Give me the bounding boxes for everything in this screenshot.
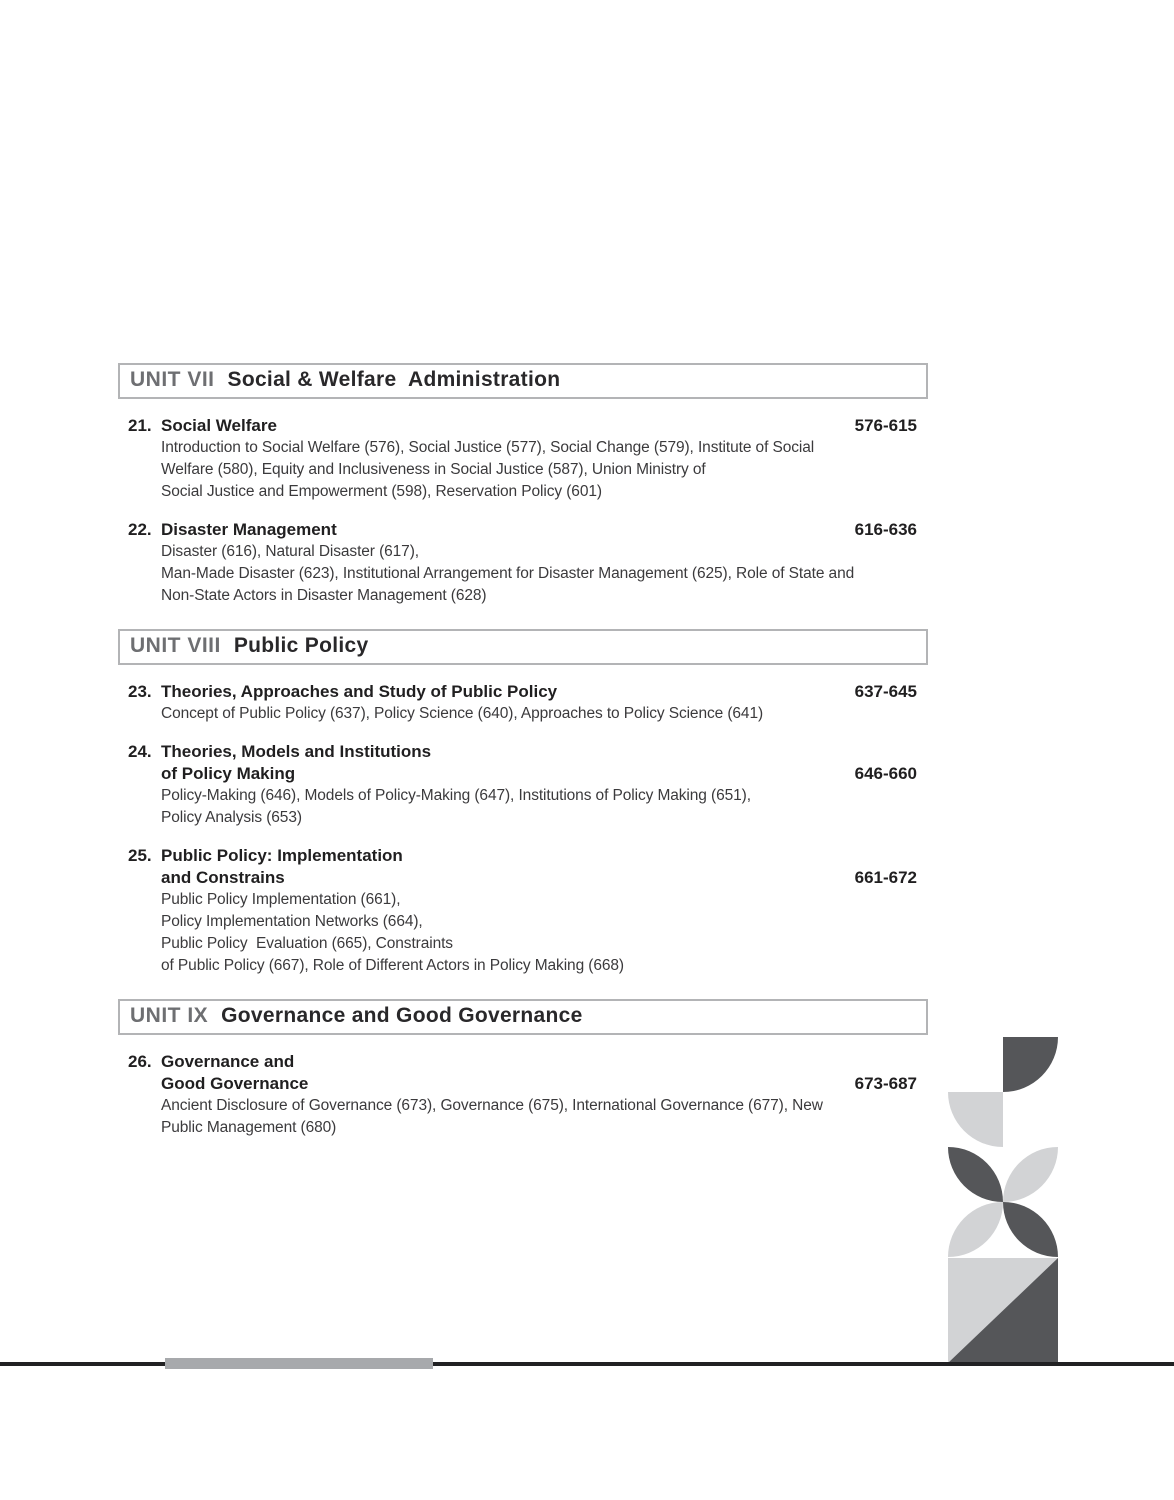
chapter-entry <box>128 845 928 977</box>
chapter-number: 21. <box>128 416 152 435</box>
chapter-body <box>161 681 917 725</box>
unit-header-box <box>118 629 928 665</box>
chapter-title-row <box>161 741 917 763</box>
unit-section <box>118 363 928 607</box>
unit-section <box>118 999 928 1139</box>
chapter-title: Theories, Models and Institutions <box>161 742 432 761</box>
chapter-title: Theories, Approaches and Study of Public Policy <box>161 682 558 701</box>
chapter-page-range: 646-660 <box>854 764 917 783</box>
chapter-title: Public Policy: Implementation <box>161 846 403 865</box>
chapter-description-line: Welfare (580), Equity and Inclusiveness in Social Justice (587), Union Ministry of <box>161 461 706 478</box>
chapter-description-line: Introduction to Social Welfare (576), Social Justice (577), Social Change (579), Institute of Social <box>161 439 815 456</box>
chapter-number: 24. <box>128 742 152 761</box>
chapter-description-line: Concept of Public Policy (637), Policy Science (640), Approaches to Policy Science (641) <box>161 705 764 722</box>
chapter-title-row <box>161 1051 917 1073</box>
chapter-title: Governance and <box>161 1052 295 1071</box>
chapter-description-line: of Public Policy (667), Role of Different Actors in Policy Making (668) <box>161 957 624 974</box>
chapter-title: Good Governance <box>161 1074 309 1093</box>
chapter-number: 25. <box>128 846 152 865</box>
chapter-description-line: Man-Made Disaster (623), Institutional Arrangement for Disaster Management (625), Role of State and <box>161 565 855 582</box>
chapter-title-row <box>161 1073 917 1095</box>
chapter-page-range: 616-636 <box>854 520 917 539</box>
chapter-entry <box>128 519 928 607</box>
chapter-entry <box>128 741 928 829</box>
unit-label: UNIT VIII <box>130 634 221 657</box>
chapter-page-range: 637-645 <box>854 682 917 701</box>
chapter-body <box>161 741 917 829</box>
chapter-description-line: Social Justice and Empowerment (598), Reservation Policy (601) <box>161 483 602 500</box>
chapter-entry <box>128 681 928 725</box>
unit-title: Public Policy <box>233 634 369 657</box>
chapter-page-range: 673-687 <box>854 1074 917 1093</box>
chapter-title-row <box>161 763 917 785</box>
chapter-title-row <box>161 681 917 703</box>
chapter-description-line: Non-State Actors in Disaster Management (628) <box>161 587 487 604</box>
chapter-entry <box>128 415 928 503</box>
chapter-description-line: Ancient Disclosure of Governance (673), Governance (675), International Governance (677), New <box>161 1097 823 1114</box>
chapter-description-line: Policy-Making (646), Models of Policy-Making (647), Institutions of Policy Making (651), <box>161 787 751 804</box>
chapter-page-range: 576-615 <box>854 416 917 435</box>
logo-leaf-right-dark-icon <box>1003 1202 1058 1257</box>
chapter-title: Disaster Management <box>161 520 337 539</box>
chapter-entry <box>128 1051 928 1139</box>
chapter-body <box>161 415 917 503</box>
chapter-description-line: Disaster (616), Natural Disaster (617), <box>161 543 419 560</box>
logo-leaf-right-light-icon <box>1003 1147 1058 1202</box>
chapter-description-line: Public Management (680) <box>161 1119 337 1136</box>
chapter-description-line: Public Policy Evaluation (665), Constraints <box>161 935 453 952</box>
chapter-description-line: Policy Implementation Networks (664), <box>161 913 423 930</box>
logo-leaf-left-light-icon <box>948 1202 1003 1257</box>
unit-header-box <box>118 999 928 1035</box>
logo-quarter-top-icon <box>1003 1037 1058 1092</box>
unit-header-box <box>118 363 928 399</box>
chapter-title-row <box>161 867 917 889</box>
logo-leaf-left-dark-icon <box>948 1147 1003 1202</box>
chapter-number: 22. <box>128 520 152 539</box>
unit-title: Governance and Good Governance <box>221 1004 583 1027</box>
chapter-number: 26. <box>128 1052 152 1071</box>
footer-gray-bar <box>165 1358 433 1369</box>
logo-quarter-second-icon <box>948 1092 1003 1147</box>
chapter-title-row <box>161 519 917 541</box>
chapter-title-row <box>161 845 917 867</box>
chapter-body <box>161 519 917 607</box>
chapter-body <box>161 845 917 977</box>
chapter-body <box>161 1051 917 1139</box>
unit-label: UNIT IX <box>130 1004 209 1027</box>
chapter-title-row <box>161 415 917 437</box>
chapter-description-line: Public Policy Implementation (661), <box>161 891 401 908</box>
chapter-description-line: Policy Analysis (653) <box>161 809 302 826</box>
chapter-title: and Constrains <box>161 868 285 887</box>
chapter-page-range: 661-672 <box>854 868 917 887</box>
chapter-title: Social Welfare <box>161 416 277 435</box>
unit-title: Social & Welfare Administration <box>227 368 561 391</box>
publisher-plant-logo <box>948 1037 1058 1363</box>
chapter-number: 23. <box>128 682 152 701</box>
chapter-title: of Policy Making <box>161 764 296 783</box>
unit-section <box>118 629 928 977</box>
unit-label: UNIT VII <box>130 368 215 391</box>
toc <box>118 363 928 1139</box>
